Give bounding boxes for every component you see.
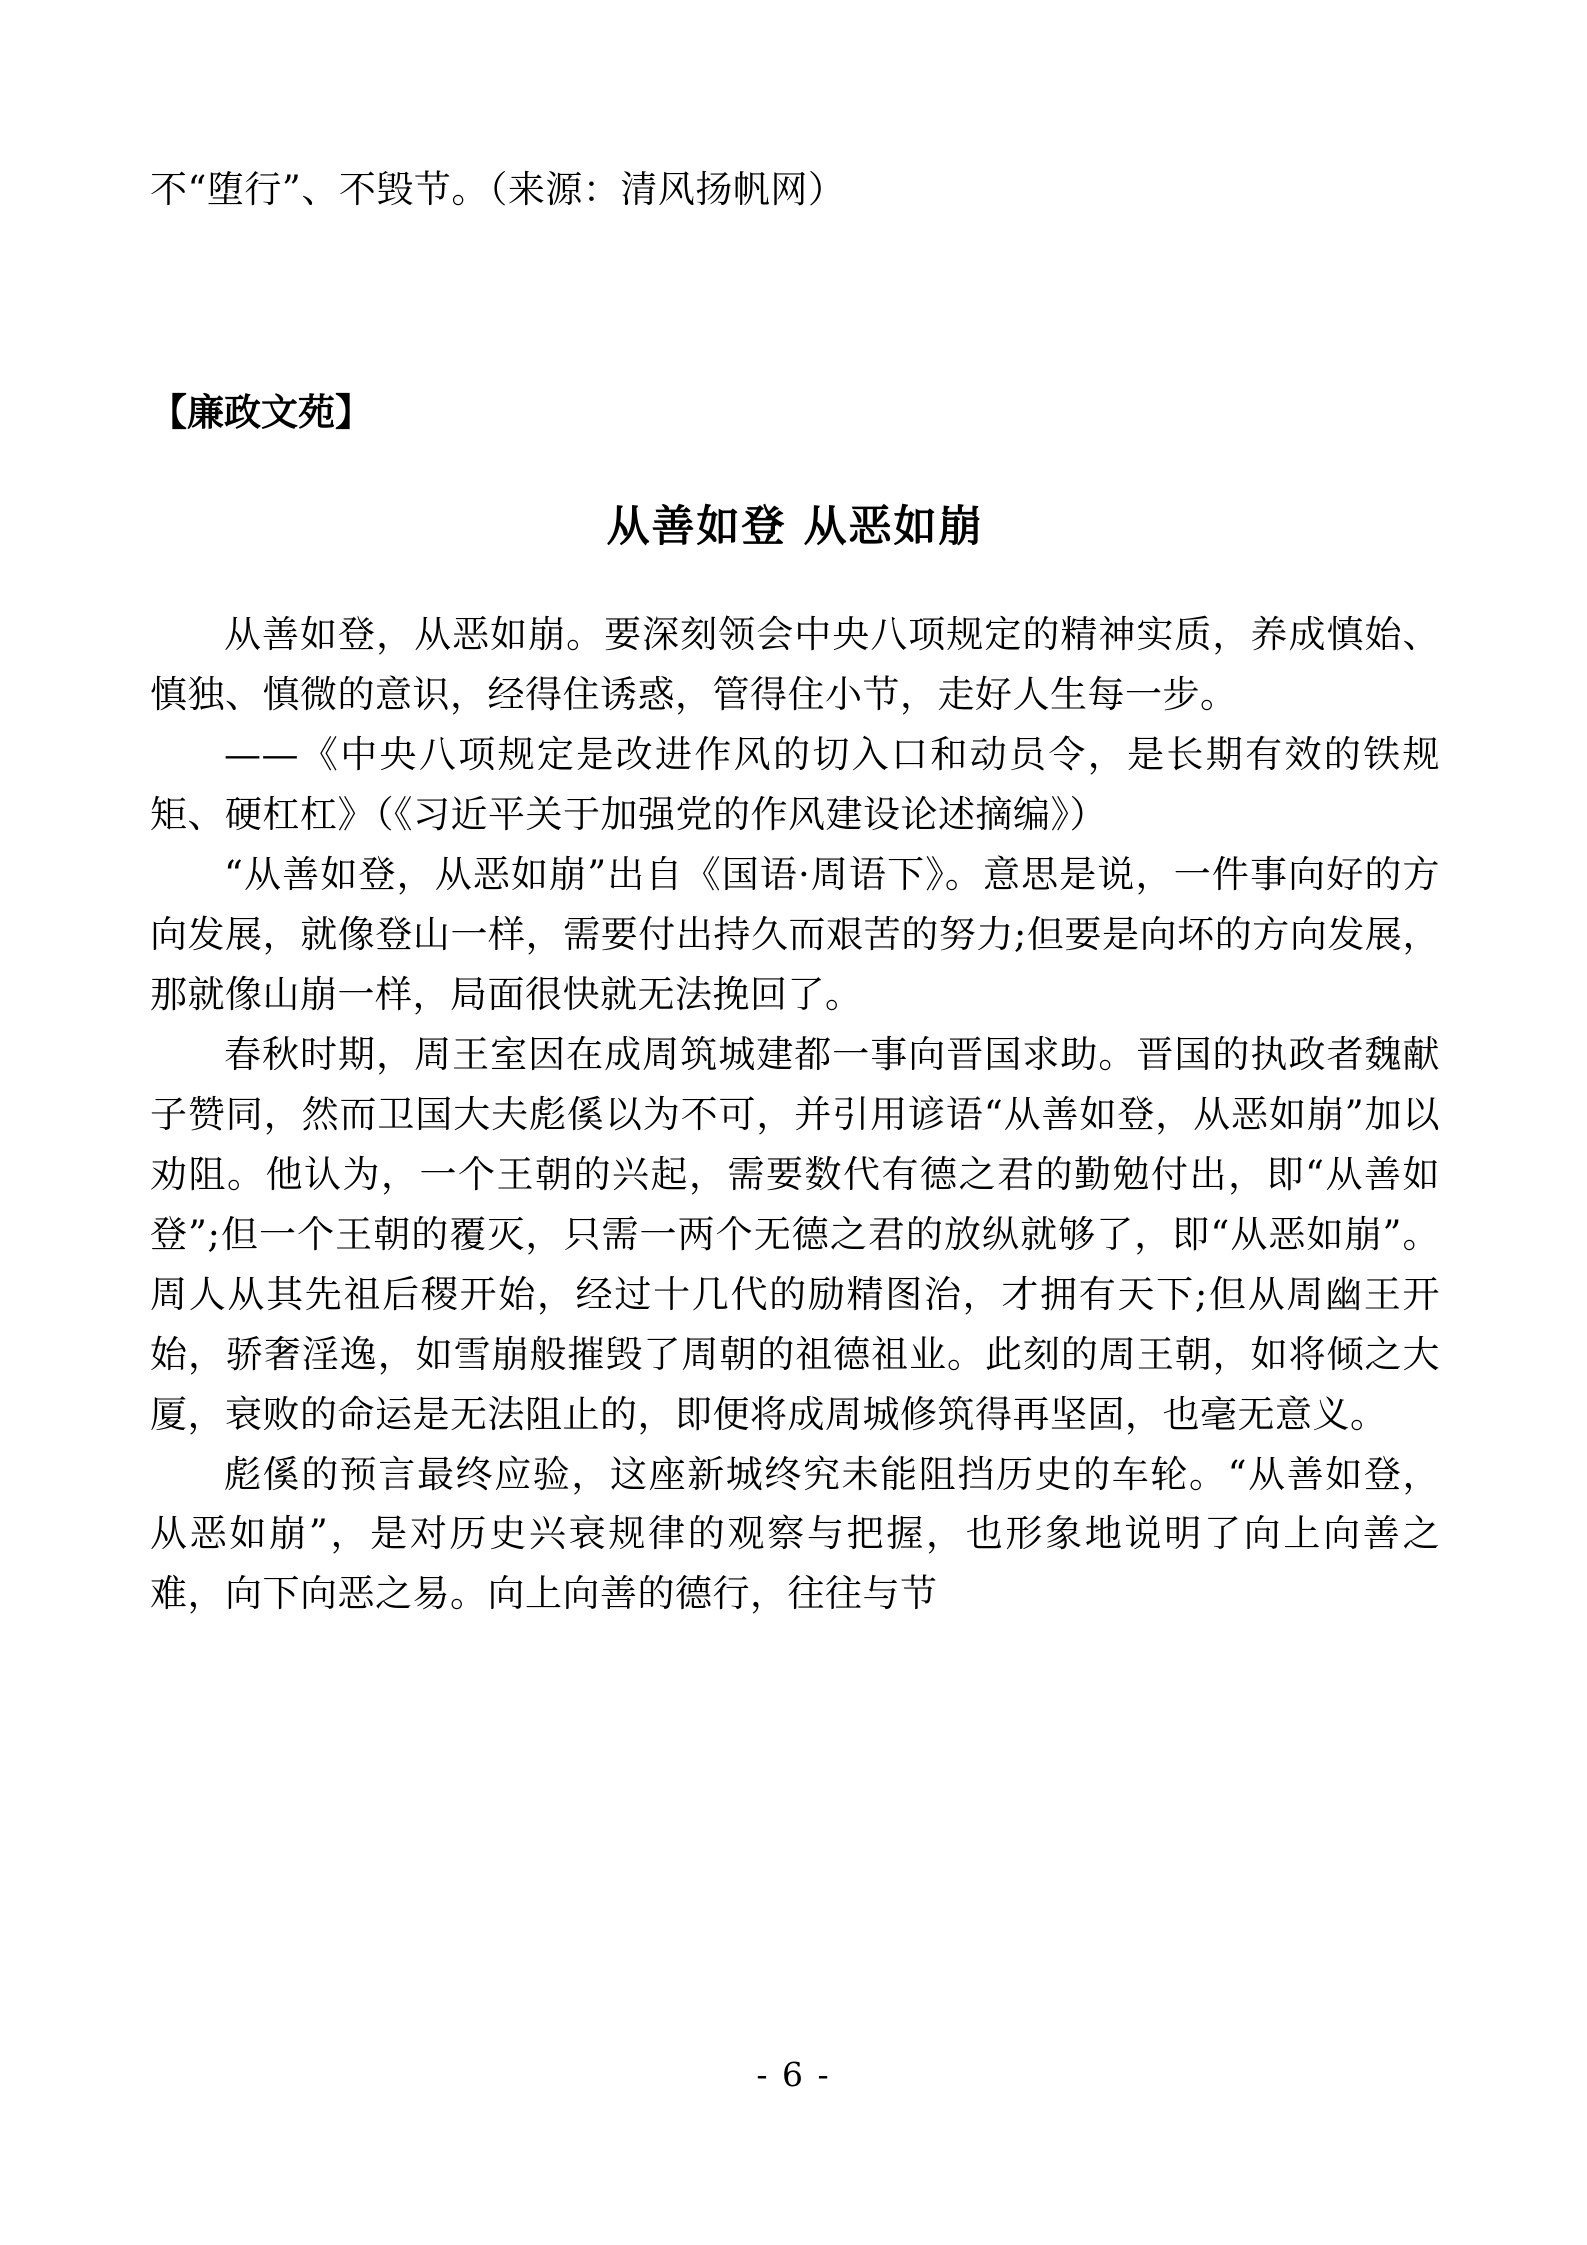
page-content [150, 0, 1440, 1624]
paragraph-citation: ——《中央八项规定是改进作风的切入口和动员令，是长期有效的铁规矩、硬杠杠》（《习近平关于加强党的作风建设论述摘编》） [150, 733, 1440, 837]
article-body [150, 605, 1440, 1624]
paragraph: 彪傒的预言最终应验，这座新城终究未能阻挡历史的车轮。“从善如登，从恶如崩”，是对历史兴衰规律的观察与把握，也形象地说明了向上向善之难，向下向恶之易。向上向善的德行，往往与节 [150, 1452, 1440, 1616]
article-title: 从善如登 从恶如崩 [606, 501, 984, 552]
paragraph: 从善如登，从恶如崩。要深刻领会中央八项规定的精神实质，养成慎始、慎独、慎微的意识，经得住诱惑，管得住小节，走好人生每一步。 [150, 613, 1440, 717]
paragraph: “从善如登，从恶如崩”出自《国语·周语下》。意思是说，一件事向好的方向发展，就像登山一样，需要付出持久而艰苦的努力;但要是向坏的方向发展，那就像山崩一样，局面很快就无法挽回了。 [150, 853, 1440, 1016]
paragraph: 春秋时期，周王室因在成周筑城建都一事向晋国求助。晋国的执政者魏献子赞同，然而卫国大夫彪傒以为不可，并引用谚语“从善如登，从恶如崩”加以劝阻。他认为，一个王朝的兴起，需要数代有德之君的勤勉付出，即“从善如登”;但一个王朝的覆灭，只需一两个无德之君的放纵就够了，即“从恶如崩”。周人从其先祖后稷开始，经过十几代的励精图治，才拥有天下;但从周幽王开始，骄奢淫逸，如雪崩般摧毁了周朝的祖德祖业。此刻的周王朝，如将倾之大厦，衰败的命运是无法阻止的，即便将成周城修筑得再坚固，也毫无意义。 [150, 1032, 1440, 1436]
page-number: - 6 - [756, 2055, 831, 2094]
source-line: 不“堕行”、不毁节。（来源：清风扬帆网） [150, 168, 846, 211]
section-heading-liangzhengwenyuan: 【廉政文苑】 [150, 389, 372, 434]
